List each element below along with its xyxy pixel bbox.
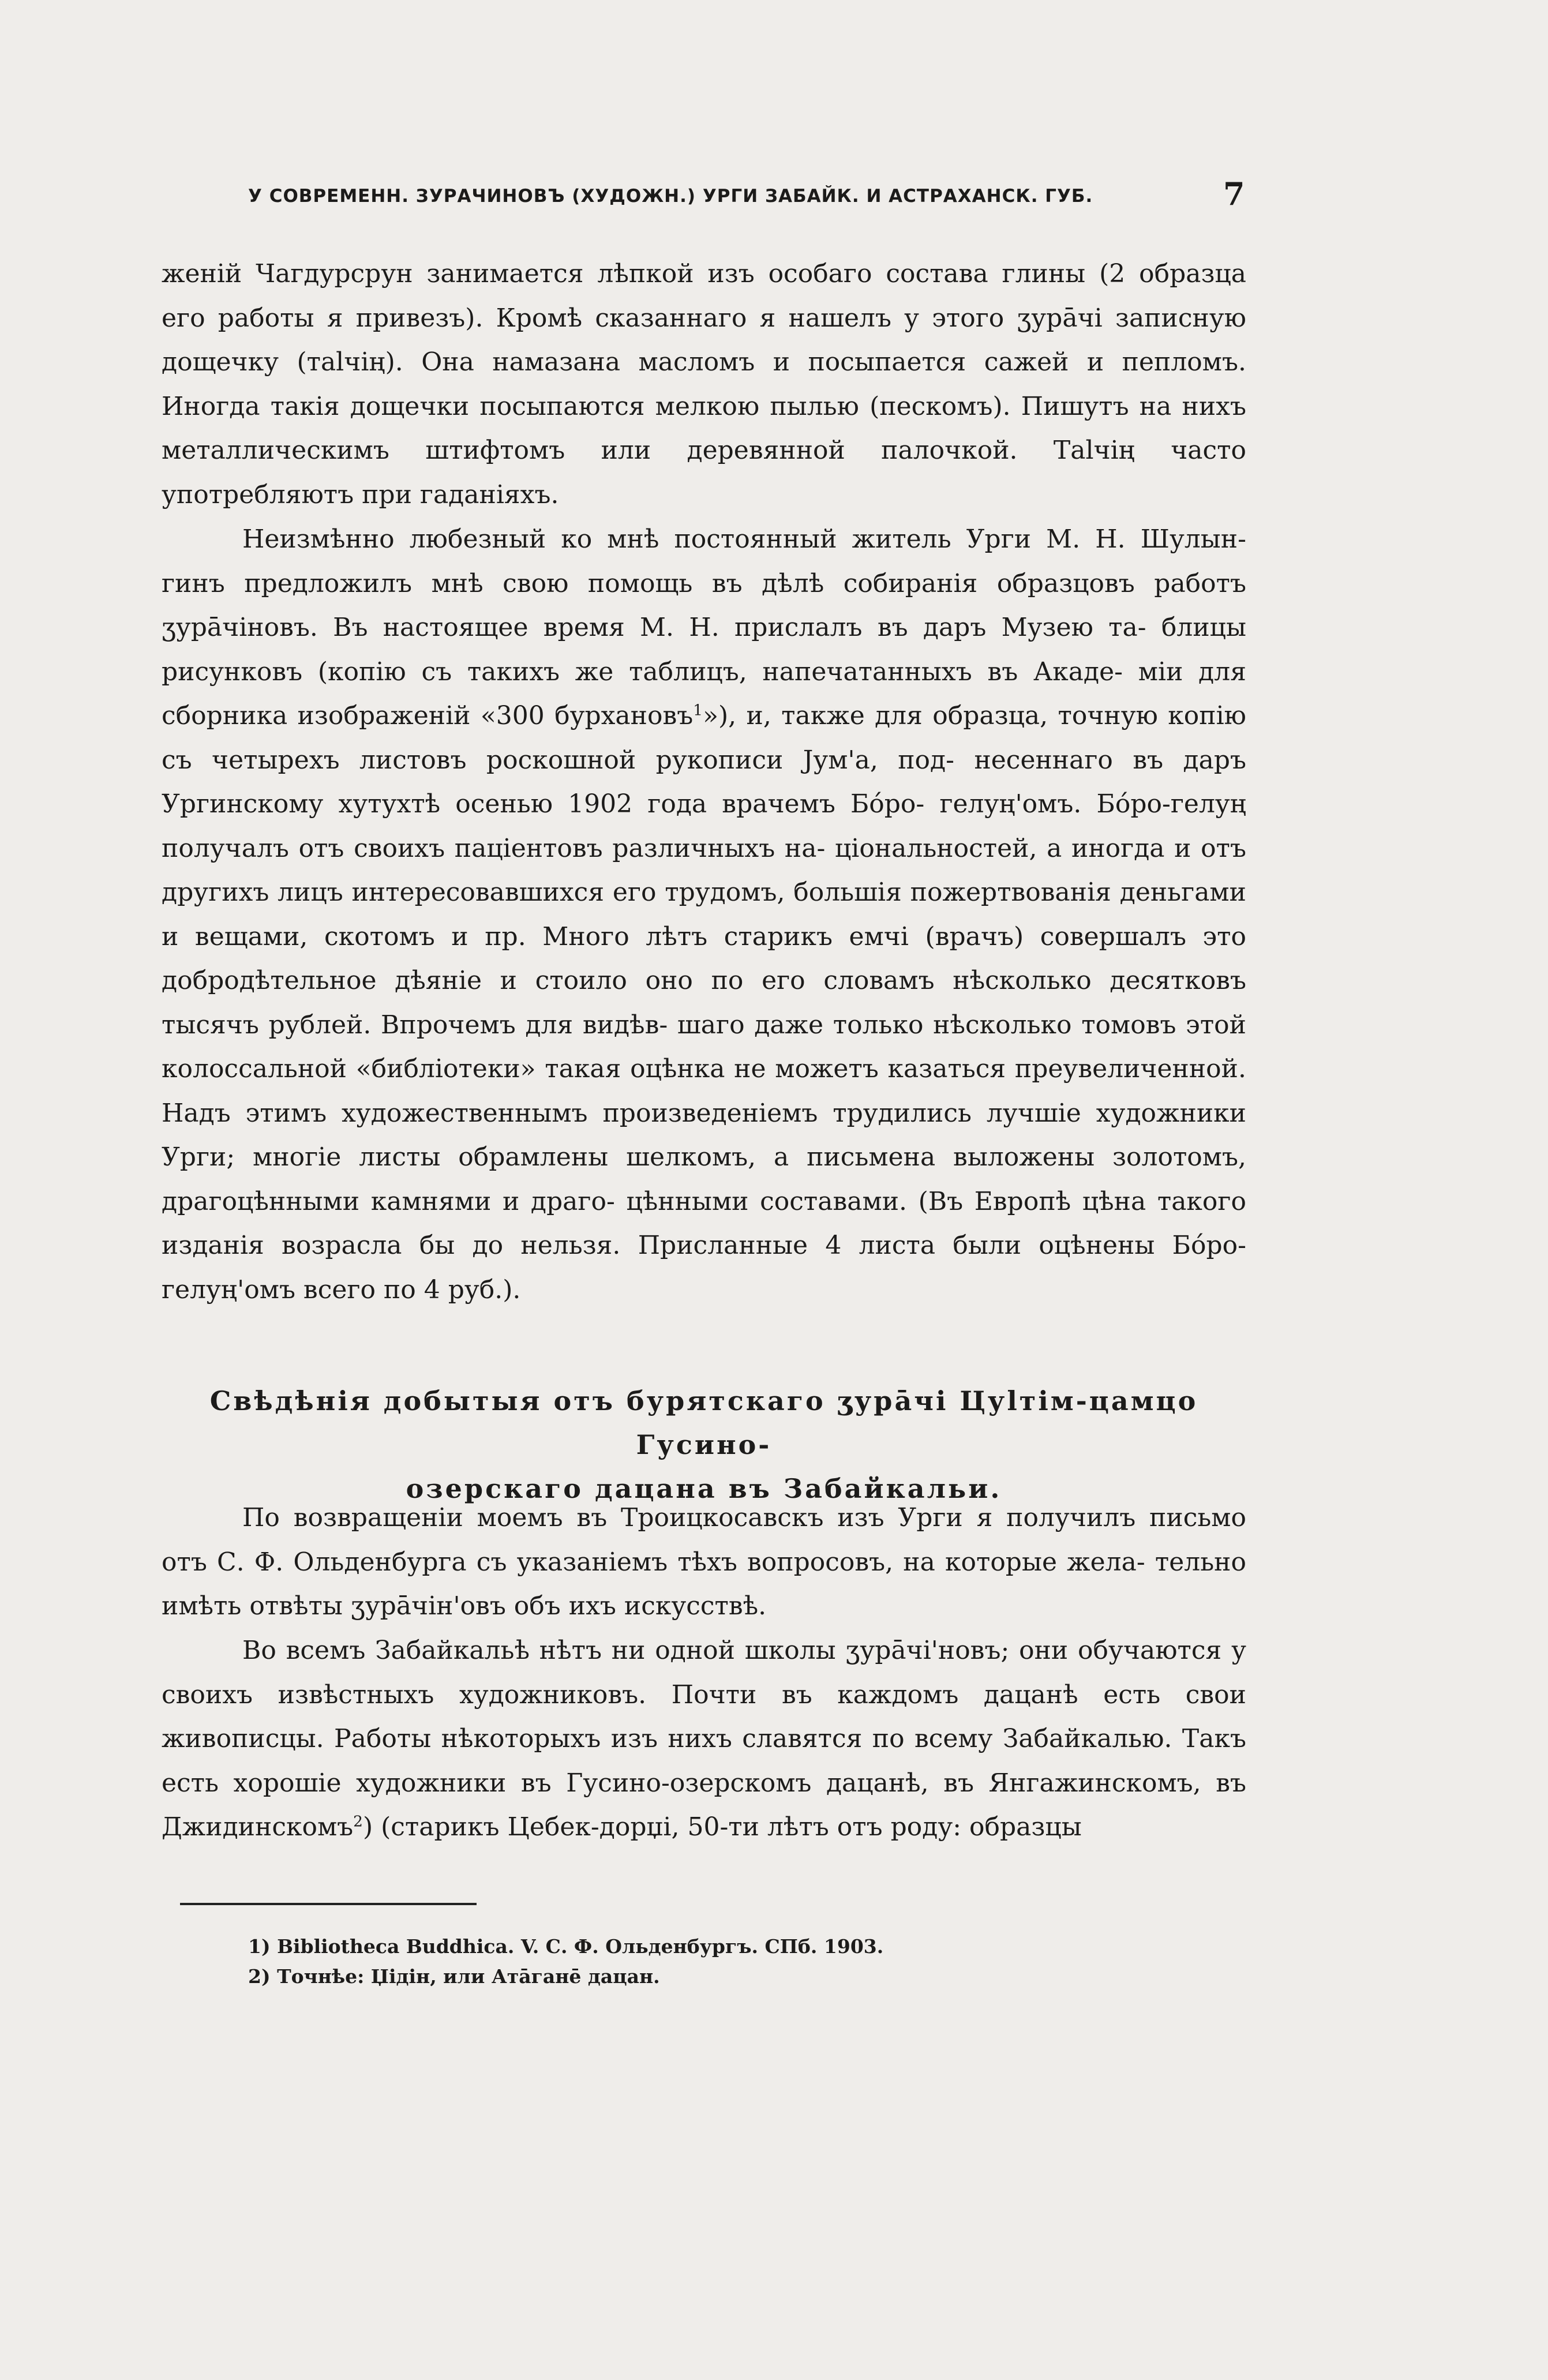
footnote-1: 1) Bibliotheca Buddhica. V. С. Ф. Ольденбургъ. СПб. 1903. [248,1935,884,1958]
page-number: 7 [1223,175,1245,212]
paragraph-3-line: По возвращеніи моемъ въ Троицкосавскъ изъ Урги я получилъ письмо [242,1503,1246,1532]
paragraph-2-line: шелкомъ, а письмена выложены золотомъ, драгоцѣнными камнями и драго- [162,1142,1246,1216]
paragraph-2-line: цѣнными составами. (Въ Европѣ цѣна такого изданія возрасла бы до нельзя. [162,1186,1246,1260]
paragraph-1-line: употребляютъ при гаданіяхъ. [162,479,559,509]
footnote-rule [180,1903,477,1905]
paragraph-2 [162,518,1246,1312]
paragraph-2-line: Неизмѣнно любезный ко мнѣ постоянный житель Урги М. Н. Шулын- [242,524,1246,554]
paragraph-3-text [162,1496,1246,1629]
paragraph-1-line: его работы я привезъ). Кромѣ сказаннаго я нашелъ у этого ӡурāчі записную [162,303,1246,333]
paragraph-2-text [162,518,1246,1312]
paragraph-2-line: ціональностей, а иногда и отъ другихъ лицъ интересовавшихся его трудомъ, [162,833,1246,907]
footnote-ref-1: 1 [693,701,703,719]
section-heading [162,1379,1246,1511]
paragraph-4-line-tail: ) (старикъ Цебек-дорџі, 50-ти лѣтъ отъ роду: образцы [362,1812,1082,1842]
paragraph-2-line: старикъ емчі (врачъ) совершалъ это добродѣтельное дѣяніе и стоило оно [162,921,1247,995]
paragraph-4-line: у своихъ извѣстныхъ художниковъ. Почти въ каждомъ дацанѣ есть свои [162,1636,1246,1710]
section-heading-line-1: Свѣдѣнія добытыя отъ бурятскаго ӡурāчі Цуlтім-цамцо Гусино- [209,1385,1198,1460]
paragraph-2-line-tail: »), и, также для образца, [703,701,1048,730]
paragraph-4-line: есть хорошіе художники въ Гусино-озерскомъ дацанѣ, въ Янгажинскомъ, [162,1768,1201,1798]
paragraph-2-line: точную копію съ четырехъ листовъ роскошной рукописи Jум'а, под- [162,701,1246,775]
paragraph-3-line: отъ С. Ф. Ольденбурга съ указаніемъ тѣхъ вопросовъ, на которые жела- [162,1547,1145,1577]
paragraph-1-text [162,252,1246,517]
paragraph-1-line: Иногда такія дощечки посыпаются мелкою пылью (пескомъ). Пишутъ на [162,391,1172,421]
footnote-2: 2) Точнѣе: Џідін, или Атāганē дацан. [248,1965,660,1988]
paragraph-4-text [162,1629,1246,1850]
paragraph-3-line: тельно имѣть отвѣты ӡурāчін'овъ объ ихъ искусствѣ. [162,1547,1246,1621]
paragraph-2-line: гинъ предложилъ мнѣ свою помощь въ дѣлѣ собиранія образцовъ работъ [162,568,1246,598]
footnote-ref-2: 2 [353,1812,363,1831]
paragraph-1-line: нихъ металлическимъ штифтомъ или деревянной палочкой. Таlчің часто [162,391,1246,465]
paragraph-1 [162,252,1246,517]
paragraph-3 [162,1496,1246,1629]
paragraph-4 [162,1629,1246,1850]
paragraph-2-line: блицы рисунковъ (копію съ такихъ же таблицъ, напечатанныхъ въ Акаде- [162,613,1246,687]
paragraph-2-line: большія пожертвованія деньгами и вещами, скотомъ и пр. Много лѣтъ [162,878,1246,951]
page-header [248,173,1258,219]
paragraph-2-line: несеннаго въ даръ Ургинскому хутухтѣ осенью 1902 года врачемъ Бóро- [162,745,1246,819]
footnotes [248,1932,1229,1992]
paragraph-2-line: по его словамъ нѣсколько десятковъ тысячъ рублей. Впрочемъ для видѣв- [162,966,1246,1040]
paragraph-2-line: міи для сборника изображеній «300 бурхановъ [162,657,1246,730]
paragraph-1-line: дощечку (таlчің). Она намазана масломъ и посыпается сажей и пепломъ. [162,347,1246,377]
paragraph-1-line: женій Чагдурсрун занимается лѣпкой изъ особаго состава глины (2 образца [162,259,1246,288]
running-head: У СОВРЕМЕНН. ЗУРАЧИНОВЪ (ХУДОЖН.) УРГИ ЗАБАЙК. И АСТРАХАНСК. ГУБ. [248,186,1093,207]
paragraph-2-line: шаго даже только нѣсколько томовъ этой колоссальной «библіотеки» такая [162,1010,1246,1084]
paragraph-2-line: произведеніемъ трудились лучшіе художники Урги; многіе листы обрамлены [162,1098,1246,1172]
section-heading-line-2: озерскаго дацана въ Забайкальи. [406,1473,1002,1504]
paragraph-2-line: Присланные 4 листа были оцѣнены Бóро-гелуң'омъ всего по 4 руб.). [162,1231,1247,1305]
paragraph-2-line: ӡурāчіновъ. Въ настоящее время М. Н. прислалъ въ даръ Музею та- [162,613,1146,642]
paragraph-4-line: Во всемъ Забайкальѣ нѣтъ ни одной школы ӡурāчі'новъ; они обучаются [242,1636,1222,1665]
paragraph-4-line: живописцы. Работы нѣкоторыхъ изъ нихъ славятся по всему Забайкалью. Такъ [162,1724,1246,1753]
paragraph-2-line: оцѣнка не можетъ казаться преувеличенной. Надъ этимъ художественнымъ [162,1054,1246,1128]
paragraph-2-line: гелуң'омъ. Бóро-гелуң получалъ отъ своихъ паціентовъ различныхъ на- [162,789,1246,863]
paragraph-4-line: въ Джидинскомъ [162,1768,1246,1842]
